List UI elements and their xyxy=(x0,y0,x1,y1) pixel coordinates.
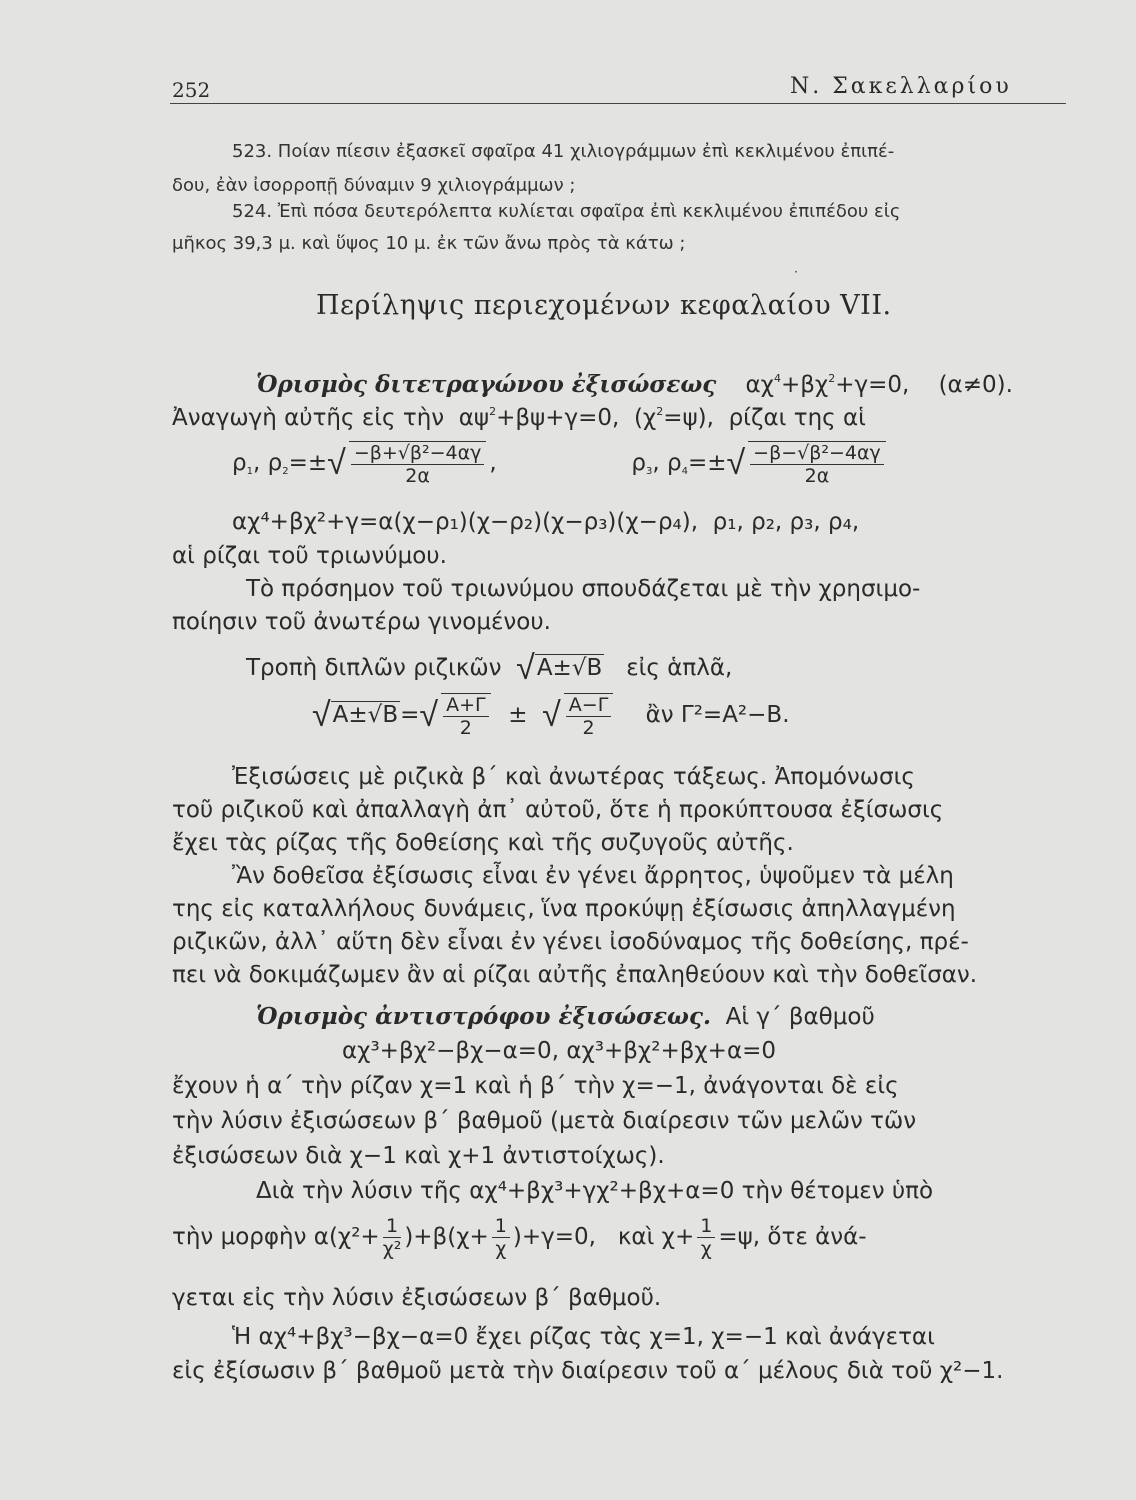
radical-eqs-line-4: Ἂν δοθεῖσα ἐξίσωσις εἶναι ἐν γένει ἄρρητος, ὑψοῦμεν τὰ μέλη xyxy=(232,863,954,889)
radical-eqs-line-3: ἔχει τὰς ρίζας τῆς δοθείσης καὶ τῆς συζυγοῦς αὐτῆς. xyxy=(172,830,794,856)
root-numerator-plus: −β+√β²−4αγ xyxy=(351,442,485,465)
biquadratic-eq-c: +γ=0, xyxy=(835,372,910,398)
reduction-line: Ἀναγωγὴ αὐτῆς εἰς τὴν $\alpha\psi^2+\beta\psi+\gamma=0$, $(\chi^2=\psi)$, ρίζαι της αἱ xyxy=(172,405,866,431)
reciprocal-line-3: ἐξισώσεων διὰ χ−1 καὶ χ+1 ἀντιστοίχως). xyxy=(172,1143,665,1169)
reciprocal-line-1: ἔχουν ἡ α΄ τὴν ρίζαν χ=1 καὶ ἡ β΄ τὴν χ=−1, ἀνάγονται δὲ εἰς xyxy=(172,1073,899,1099)
reciprocal-definition: Ὁρισμὸς ἀντιστρόφου ἐξισώσεως. Αἱ γ΄ βαθμοῦ xyxy=(256,1003,875,1030)
double-radical-formula: √A±√B=√ $\frac{A+\Gamma}{2}$ ± √ $\frac{A-\Gamma}{2}$ ἂν Γ²=A²−B. xyxy=(312,693,790,739)
problem-524-line-2: μῆκος 39,3 μ. καὶ ὕψος 10 μ. ἐκ τῶν ἄνω πρὸς τὰ κάτω ; xyxy=(172,233,686,254)
radical-eqs-line-6: ριζικῶν, ἀλλ᾽ αὕτη δὲν εἶναι ἐν γένει ἰσοδύναμος τῆς δοθείσης, πρέ- xyxy=(172,929,969,955)
sign-line-1: Τὸ πρόσημον τοῦ τριωνύμου σπουδάζεται μὲ τὴν χρησιμο- xyxy=(246,576,921,602)
last-line-2: εἰς ἐξίσωσιν β΄ βαθμοῦ μετὰ τὴν διαίρεσιν τοῦ α΄ μέλους διὰ τοῦ χ²−1. xyxy=(172,1358,1004,1384)
sign-line-2: ποίησιν τοῦ ἀνωτέρω γινομένου. xyxy=(172,609,551,635)
biquadratic-condition: (α≠0). xyxy=(938,372,1013,398)
roots-tail: αἱ ρίζαι τοῦ τριωνύμου. xyxy=(172,543,447,569)
page-number: 252 xyxy=(172,78,211,102)
radical-eqs-line-5: της εἰς καταλλήλους δυνάμεις, ἵνα προκύψῃ ἐξίσωσις ἀπηλλαγμένη xyxy=(172,896,956,922)
fourth-degree-line-3: γεται εἰς τὴν λύσιν ἐξισώσεων β΄ βαθμοῦ. xyxy=(172,1285,662,1311)
biquadratic-definition: Ὁρισμὸς διτετραγώνου ἐξισώσεως $\alpha\chi^4+\beta\chi^2+\gamma=0$, (α≠0). xyxy=(256,371,1013,398)
radical-eqs-line-7: πει νὰ δοκιμάζωμεν ἂν αἱ ρίζαι αὐτῆς ἐπαληθεύουν καὶ τὴν δοθεῖσαν. xyxy=(172,962,978,988)
section-heading: Περίληψις περιεχομένων κεφαλαίου VII. xyxy=(316,290,892,321)
roots-formula: $\rho_1$, $\rho_2=\pm√$ $\frac{\text{−β+√β²−4αγ}}{2\alpha}$ , $\rho_3$, $\rho_4=\pm√$ $\frac{\text{−β−√β²−4αγ}}{2\alpha}$ xyxy=(232,438,889,497)
radical-eqs-line-2: τοῦ ριζικοῦ καὶ ἀπαλλαγὴ ἀπ᾽ αὐτοῦ, ὅτε ἡ προκύπτουσα ἐξίσωσις xyxy=(172,797,944,823)
reciprocal-cubic-eqs: αχ³+βχ²−βχ−α=0, αχ³+βχ²+βχ+α=0 xyxy=(342,1038,777,1064)
header-rule xyxy=(170,103,1066,104)
double-radical-intro: Τροπὴ διπλῶν ριζικῶν √A±√B εἰς ἁπλᾶ, xyxy=(246,648,733,688)
last-line-1: Ἡ αχ⁴+βχ³−βχ−α=0 ἔχει ρίζας τὰς χ=1, χ=−1 καὶ ἀνάγεται xyxy=(232,1324,935,1350)
biquadratic-eq-a: αχ xyxy=(745,372,774,398)
stray-mark: · xyxy=(794,265,798,279)
fourth-degree-line-1: Διὰ τὴν λύσιν τῆς αχ⁴+βχ³+γχ²+βχ+α=0 τὴν θέτομεν ὑπὸ xyxy=(256,1178,934,1204)
running-header-author: Ν. Σακελλαρίου xyxy=(790,74,1012,99)
reciprocal-title: Ὁρισμὸς ἀντιστρόφου ἐξισώσεως. xyxy=(256,1003,711,1030)
reciprocal-line-2: τὴν λύσιν ἐξισώσεων β΄ βαθμοῦ (μετὰ διαίρεσιν τῶν μελῶν τῶν xyxy=(172,1108,917,1134)
radical-eqs-line-1: Ἐξισώσεις μὲ ριζικὰ β΄ καὶ ἀνωτέρας τάξεως. Ἀπομόνωσις xyxy=(232,764,915,790)
problem-524-line-1: 524. Ἐπὶ πόσα δευτερόλεπτα κυλίεται σφαῖρα ἐπὶ κεκλιμένου ἐπιπέδου εἰς xyxy=(232,201,901,222)
biquadratic-title: Ὁρισμὸς διτετραγώνου ἐξισώσεως xyxy=(256,371,717,398)
factorization-line: αχ⁴+βχ²+γ=α(χ−ρ₁)(χ−ρ₂)(χ−ρ₃)(χ−ρ₄), ρ₁, ρ₂, ρ₃, ρ₄, xyxy=(232,509,860,535)
fourth-degree-form: τὴν μορφὴν α(χ²+ $\frac{1}{\text{χ²}}$ )+β(χ+ $\frac{1}{\chi}$ )+γ=0, καὶ χ+ $\frac{1}{\chi}$ =ψ, ὅτε ἀνά- xyxy=(172,1215,867,1260)
root-numerator-minus: −β−√β²−4αγ xyxy=(750,442,884,465)
problem-523-line-1: 523. Ποίαν πίεσιν ἐξασκεῖ σφαῖρα 41 χιλιογράμμων ἐπὶ κεκλιμένου ἐπιπέ- xyxy=(232,141,895,162)
biquadratic-eq-b: +βχ xyxy=(780,372,829,398)
problem-523-line-2: δου, ἐὰν ἰσορροπῇ δύναμιν 9 χιλιογράμμων ; xyxy=(172,175,576,196)
